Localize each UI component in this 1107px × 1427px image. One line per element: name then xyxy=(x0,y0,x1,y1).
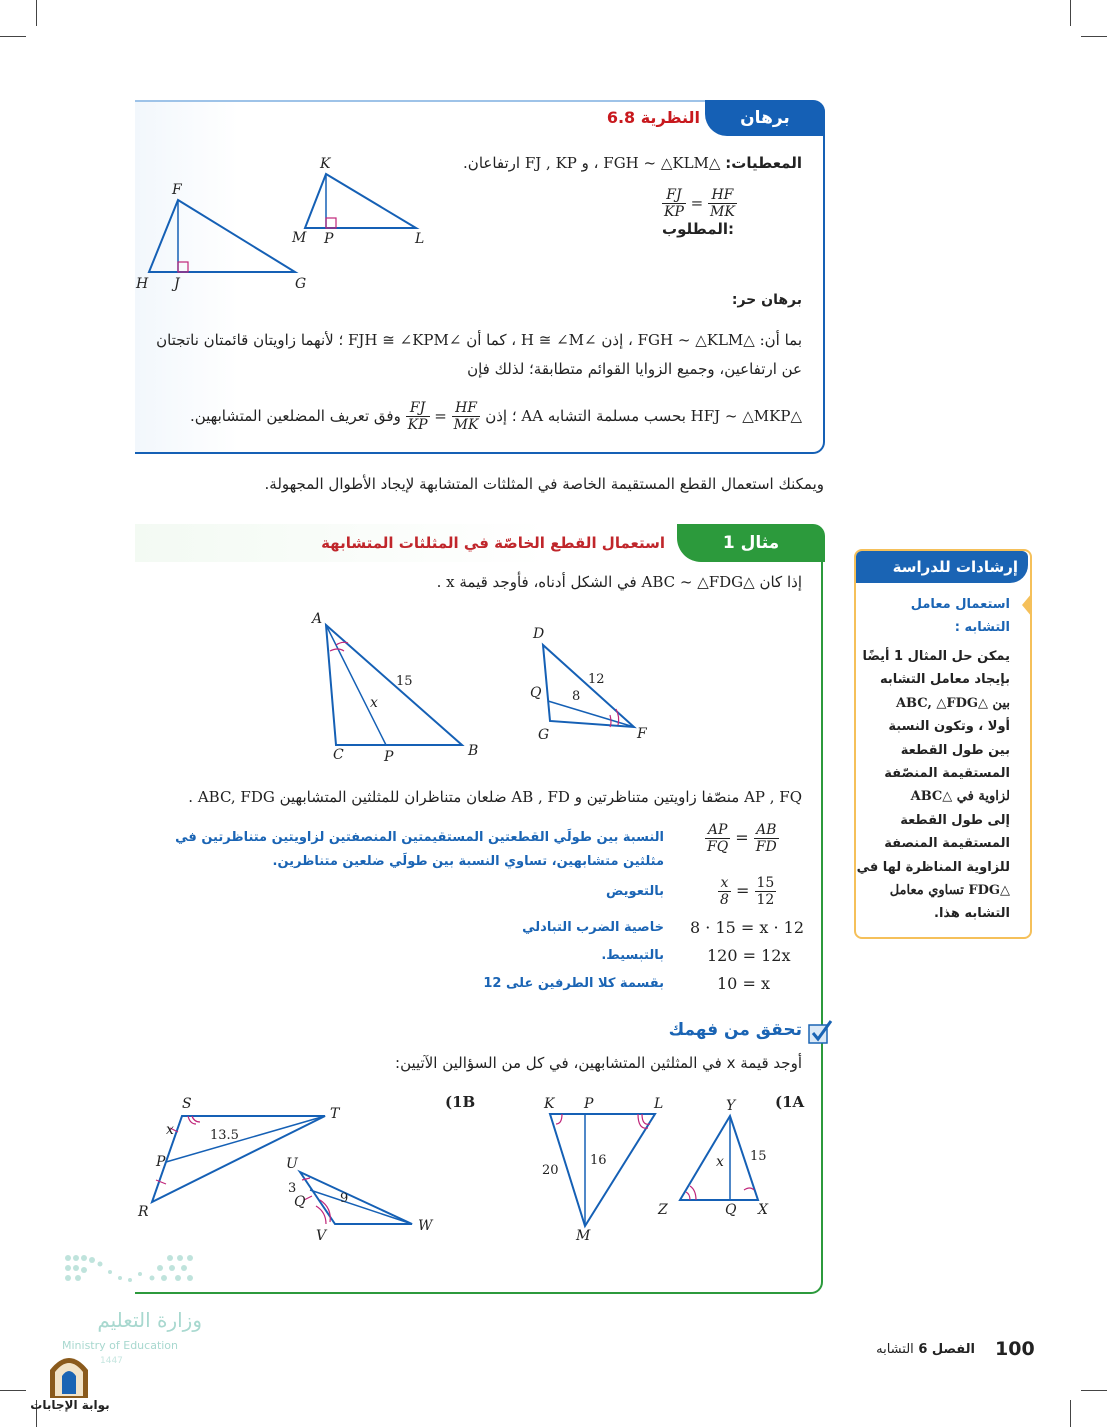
proof-conclusion-fractions: $\frac{FJ}{KP}$ = $\frac{HF}{MK}$ xyxy=(407,400,479,433)
ministry-year: 1447 xyxy=(100,1356,123,1366)
prove-fraction-left: $\frac{FJ}{KP}$ xyxy=(664,187,684,220)
step-3-expr: 8 · 15 = x · 12 xyxy=(690,918,805,937)
page-number: 100 xyxy=(995,1338,1035,1360)
sidebar-title: إرشادات للدراسة xyxy=(856,551,1028,583)
figure-1a xyxy=(530,1090,780,1245)
given-row xyxy=(400,154,802,172)
check-question: أوجد قيمة x في المثلثين المتشابهين، في كل من السؤالين الآتيين: xyxy=(395,1054,802,1072)
triangle-uvw xyxy=(300,1172,412,1224)
label-B: B xyxy=(468,743,479,759)
figure-1b xyxy=(130,1090,450,1245)
prove-label: المطلوب: xyxy=(662,220,735,238)
label-M: M xyxy=(576,1228,591,1244)
label-16: 16 xyxy=(590,1153,607,1168)
label-L: L xyxy=(415,231,425,247)
label-3: 3 xyxy=(288,1181,297,1196)
label-D: D xyxy=(533,626,545,642)
sidebar-subtitle-2: التشابه : xyxy=(954,620,1010,635)
label-H: H xyxy=(136,276,149,292)
crop-mark xyxy=(0,36,26,37)
answers-portal-label: بوابة الإجابات xyxy=(30,1398,110,1412)
proof-line-1: بما أن: △FGH ~ △KLM ، إذن ∠H ≅ ∠M ، كما أن ∠FJH ≅ ∠KPM ؛ لأنهما زاويتان قائمتان ناتجتان xyxy=(156,331,802,349)
label-20: 20 xyxy=(542,1163,559,1178)
proof-line-3-b: وفق تعريف المضلعين المتشابهين. xyxy=(189,407,401,425)
crop-mark xyxy=(1081,1390,1107,1391)
example-title: استعمال القطع الخاصّة في المثلثات المتشابهة xyxy=(321,534,665,552)
triangle-fgh xyxy=(149,200,295,272)
example-tag: مثال 1 xyxy=(677,524,825,562)
given-label: المعطيات: xyxy=(725,154,802,172)
label-P: P xyxy=(584,1096,594,1112)
label-12: 12 xyxy=(588,672,605,687)
label-P: P xyxy=(324,231,334,247)
chapter-label xyxy=(860,1342,975,1357)
label-J: J xyxy=(174,276,180,292)
label-Q: Q xyxy=(530,685,542,701)
check-title: تحقق من فهمك xyxy=(668,1020,802,1040)
label-9: 9 xyxy=(340,1191,349,1206)
label-W: W xyxy=(418,1218,433,1234)
step-5-expr: 10 = x xyxy=(717,974,770,993)
label-F: F xyxy=(637,726,647,742)
step-4-expr: 120 = 12x xyxy=(707,946,791,965)
label-15: 15 xyxy=(750,1149,767,1164)
sidebar-subtitle-1: استعمال معامل xyxy=(910,597,1010,612)
intro-sentence: ويمكنك استعمال القطع المستقيمة الخاصة في المثلثات المتشابهة لإيجاد الأطوال المجهولة. xyxy=(264,475,824,493)
label-x: x xyxy=(370,695,378,711)
example-statement: AP , FQ منصّفا زاويتين متناظرتين و AB , FD ضلعان متناظران للمثلثين المتشابهين ABC, FDG . xyxy=(188,788,802,806)
ministry-logo-dots-icon xyxy=(60,1250,200,1290)
crop-mark xyxy=(1070,0,1071,26)
step-2-reason: بالتعويض xyxy=(605,884,664,899)
example-question: إذا كان △ABC ~ △FDG في الشكل أدناه، فأوجد قيمة x . xyxy=(436,573,802,591)
right-angle-mark xyxy=(178,262,188,272)
crop-mark xyxy=(1070,1400,1071,1427)
prove-row: $\frac{FJ}{KP}$ = $\frac{HF}{MK}$ المطلوب: xyxy=(662,187,735,238)
sidebar-body: يمكن حل المثال 1 أيضًا بإيجاد معامل التشابه بين △ABC, △FDG أولا ، وتكون النسبة بين طول القطعة المستقيمة المنصّفة لزاوية في △ABC إلى طول القطعة المستقيمة المنصفة للزاوية المناظرة لها في △FDG تساوي معامل التشابه هذا. xyxy=(856,649,1010,922)
theorem-label: النظرية 6.8 xyxy=(606,108,700,127)
crop-mark xyxy=(36,0,37,26)
label-8: 8 xyxy=(572,689,581,704)
label-R: R xyxy=(138,1204,149,1220)
chapter-number: الفصل 6 xyxy=(918,1342,975,1357)
ministry-name-ar: وزارة التعليم xyxy=(97,1308,202,1332)
answers-portal-logo-icon xyxy=(46,1350,92,1400)
label-Q: Q xyxy=(294,1194,306,1210)
label-C: C xyxy=(333,747,344,763)
label-M: M xyxy=(292,230,307,246)
prove-fraction-right: $\frac{HF}{MK}$ xyxy=(710,187,735,220)
label-T: T xyxy=(330,1106,340,1122)
step-2-expr: $\frac{x}{8}$ = $\frac{15}{12}$ xyxy=(720,875,775,908)
label-K: K xyxy=(320,156,331,172)
sidebar-pointer xyxy=(1022,593,1032,617)
right-angle-mark xyxy=(326,218,336,228)
proof-line-2: عن ارتفاعين، وجميع الزوايا القوائم متطابقة؛ لذلك فإن xyxy=(467,360,802,378)
label-X: X xyxy=(758,1202,768,1218)
crop-mark xyxy=(0,1390,26,1391)
label-x: x xyxy=(166,1122,174,1138)
label-G: G xyxy=(538,727,550,743)
triangle-klm xyxy=(305,174,416,228)
chapter-name: التشابه xyxy=(876,1342,914,1357)
label-x: x xyxy=(716,1154,724,1170)
step-5-reason: بقسمة كلا الطرفين على 12 xyxy=(483,976,664,991)
label-G: G xyxy=(295,276,307,292)
given-text: △FGH ~ △KLM ، و FJ , KP ارتفاعان. xyxy=(463,154,721,172)
ministry-name-en: Ministry of Education xyxy=(62,1339,179,1352)
step-1-expr: $\frac{AP}{FQ}$ = $\frac{AB}{FD}$ xyxy=(707,822,777,855)
checkmark-icon xyxy=(807,1019,833,1045)
example-figure xyxy=(300,605,660,765)
proof-line-3-a: △HFJ ~ △MKP بحسب مسلمة التشابه AA ؛ إذن xyxy=(485,407,802,425)
label-F: F xyxy=(172,182,182,198)
angle-mark xyxy=(610,715,611,727)
proof-line-3 xyxy=(130,400,802,433)
triangle-klm xyxy=(550,1114,655,1226)
label-U: U xyxy=(286,1156,298,1172)
step-4-reason: بالتبسيط. xyxy=(601,948,664,963)
label-Q: Q xyxy=(725,1202,737,1218)
proof-figure xyxy=(130,150,440,295)
step-3-reason: خاصية الضرب التبادلي xyxy=(522,920,664,935)
label-S: S xyxy=(182,1096,192,1112)
label-Z: Z xyxy=(658,1202,668,1218)
label-V: V xyxy=(316,1228,327,1244)
proof-tag: برهان xyxy=(705,100,825,136)
study-tips-sidebar xyxy=(854,549,1032,939)
label-Y: Y xyxy=(726,1098,736,1114)
angle-mark xyxy=(330,649,344,651)
label-P: P xyxy=(384,749,394,765)
problem-1b-label: (1B xyxy=(445,1093,476,1111)
step-1-reason: النسبة بين طولَي القطعتين المستقيمتين المنصفتين لزاويتين متناظرتين في مثلثين متشابهين، تساوي النسبة بين طولَي ضلعين متناظرين. xyxy=(175,830,664,869)
label-P: P xyxy=(156,1154,166,1170)
label-K: K xyxy=(544,1096,555,1112)
problem-1a-label: (1A xyxy=(775,1093,805,1111)
crop-mark xyxy=(1081,36,1107,37)
label-15: 15 xyxy=(396,674,413,689)
label-A: A xyxy=(312,611,323,627)
label-13-5: 13.5 xyxy=(210,1128,239,1143)
label-L: L xyxy=(654,1096,664,1112)
paragraph-proof-title: برهان حر: xyxy=(731,292,802,308)
